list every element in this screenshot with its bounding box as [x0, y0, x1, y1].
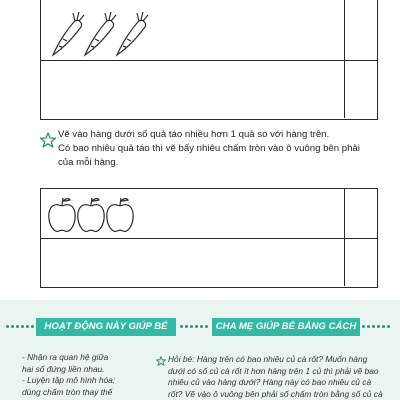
instruction-line-1: Vẽ vào hàng dưới số quả táo nhiều hơn 1 quả so với hàng trên. [58, 129, 330, 140]
carrot-count-box-bottom[interactable] [344, 61, 377, 118]
carrot-row-bottom[interactable] [41, 61, 377, 118]
section-right-body [168, 354, 396, 400]
apples-illustration [47, 189, 147, 239]
instruction-line-3: của mỗi hàng. [58, 157, 119, 168]
carrot-icon [117, 12, 148, 55]
star-icon [40, 132, 56, 148]
apple-icon [78, 198, 104, 231]
carrot-count-box-top[interactable] [344, 0, 377, 60]
apple-icon [107, 198, 133, 231]
section-title-right: CHA MẸ GIÚP BÉ BẰNG CÁCH [212, 318, 360, 336]
section-title-left: HOẠT ĐỘNG NÀY GIÚP BÉ [36, 318, 176, 336]
apple-count-box-top[interactable] [344, 189, 377, 238]
left-line-3: - Luyện tập mô hình hóa: [22, 375, 116, 385]
star-icon [156, 356, 166, 366]
left-line-2: hai số đứng liền nhau. [22, 363, 105, 374]
right-line-1: Hỏi bé: Hàng trên có bao nhiêu củ cà rốt? Muốn hàng [168, 354, 368, 364]
left-line-1: - Nhận ra quan hệ giữa [22, 352, 109, 362]
right-line-3: nhiêu củ vào hàng dưới? Hàng này có bao nhiêu củ cà [168, 377, 372, 387]
apple-row-top [41, 189, 377, 239]
apple-exercise-grid [40, 188, 378, 288]
exercise-instructions [58, 128, 378, 170]
carrot-icon [53, 12, 84, 55]
instruction-line-2: Có bao nhiêu quả táo thì vẽ bấy nhiêu chấm tròn vào ô vuông bên phải [58, 143, 360, 154]
carrot-exercise-grid [40, 0, 378, 120]
left-line-4: dùng chấm tròn thay thế [22, 386, 113, 397]
apple-count-box-bottom[interactable] [344, 239, 377, 286]
apple-row-bottom[interactable] [41, 239, 377, 286]
section-left-body [22, 352, 152, 398]
apple-icon [49, 198, 75, 231]
right-line-2: dưới có số củ cà rốt ít hơn hàng trên 1 củ thì phải vẽ bao [168, 365, 379, 376]
carrot-icon [85, 12, 116, 55]
right-line-4: rốt? Vẽ vào ô vuông bên phải số chấm tròn bằng số củ cà [168, 388, 383, 399]
carrots-illustration [47, 0, 157, 61]
carrot-row-top [41, 0, 377, 61]
